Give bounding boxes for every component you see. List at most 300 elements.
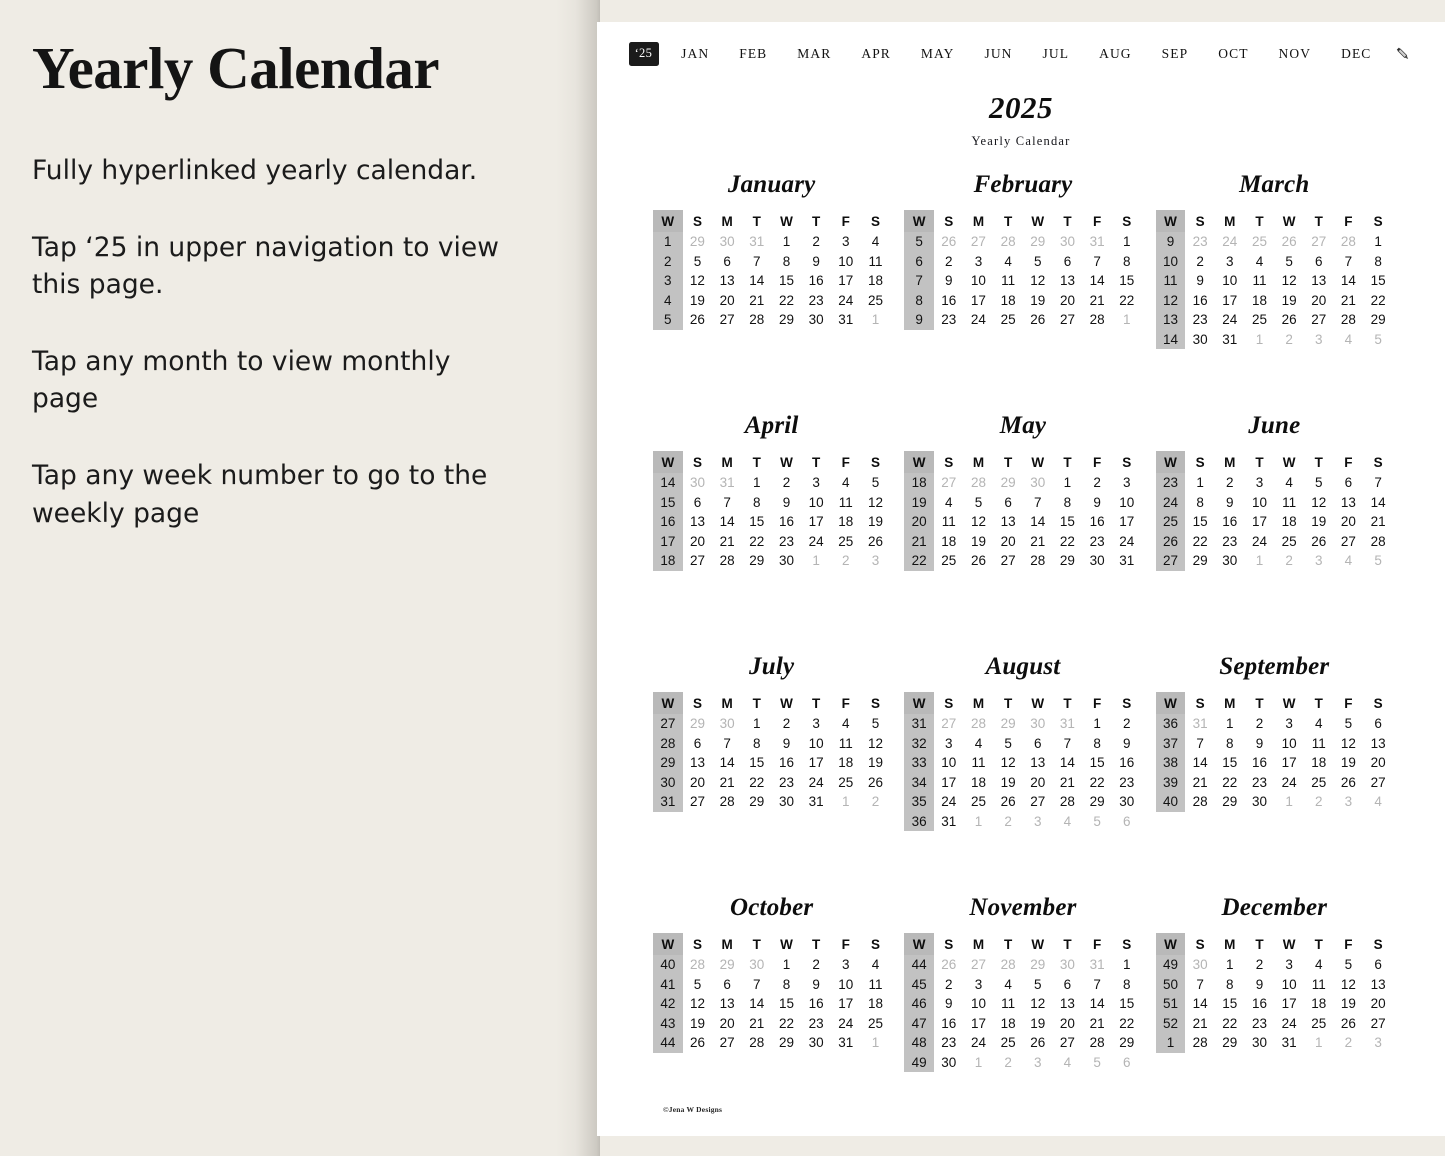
day-cell[interactable]: 29	[1222, 794, 1238, 810]
day-cell-adjacent-month[interactable]: 28	[1000, 234, 1016, 250]
week-number-link[interactable]: 2	[653, 252, 683, 272]
day-cell[interactable]: 8	[1093, 735, 1101, 751]
day-cell[interactable]: 30	[1251, 794, 1267, 810]
day-cell[interactable]: 26	[867, 774, 883, 790]
day-cell[interactable]: 19	[867, 755, 883, 771]
day-cell-adjacent-month[interactable]: 3	[1034, 1054, 1042, 1070]
day-cell[interactable]: 4	[1004, 976, 1012, 992]
day-cell[interactable]: 3	[812, 475, 820, 491]
day-cell[interactable]: 5	[693, 976, 702, 992]
day-cell-adjacent-month[interactable]: 2	[871, 794, 880, 810]
nav-month-jan[interactable]: JAN	[681, 46, 710, 61]
day-cell[interactable]: 15	[1119, 996, 1135, 1012]
day-cell-adjacent-month[interactable]: 27	[1311, 234, 1327, 250]
week-number-link[interactable]: 41	[653, 975, 683, 995]
day-cell[interactable]: 8	[753, 735, 761, 751]
day-cell[interactable]: 26	[1030, 312, 1046, 328]
day-cell-adjacent-month[interactable]: 3	[1034, 813, 1042, 829]
week-number-link[interactable]: 11	[1156, 271, 1186, 291]
day-cell-adjacent-month[interactable]: 2	[1285, 553, 1293, 569]
day-cell-adjacent-month[interactable]: 28	[1000, 957, 1016, 973]
week-number-link[interactable]: 32	[904, 734, 934, 754]
day-cell[interactable]: 19	[1281, 292, 1297, 308]
day-cell[interactable]: 2	[782, 475, 791, 491]
week-number-link[interactable]: 17	[653, 532, 683, 552]
day-cell[interactable]: 1	[753, 716, 761, 732]
day-cell[interactable]: 22	[1192, 533, 1208, 549]
day-cell[interactable]: 11	[1001, 273, 1016, 289]
day-cell-adjacent-month[interactable]: 23	[1192, 234, 1208, 250]
day-cell[interactable]: 20	[1311, 292, 1327, 308]
day-cell[interactable]: 17	[1281, 996, 1297, 1012]
day-cell-adjacent-month[interactable]: 30	[1059, 957, 1075, 973]
day-cell[interactable]: 18	[970, 774, 986, 790]
day-cell[interactable]: 28	[719, 794, 735, 810]
day-cell-adjacent-month[interactable]: 29	[689, 234, 705, 250]
day-cell[interactable]: 10	[1251, 494, 1267, 510]
day-cell[interactable]: 24	[808, 533, 824, 549]
day-cell[interactable]: 17	[808, 755, 824, 771]
day-cell-adjacent-month[interactable]: 29	[689, 716, 705, 732]
day-cell[interactable]: 27	[1370, 774, 1386, 790]
day-cell[interactable]: 16	[778, 514, 794, 530]
day-cell[interactable]: 31	[838, 1035, 854, 1051]
day-cell[interactable]: 16	[808, 996, 824, 1012]
day-cell[interactable]: 7	[1093, 253, 1101, 269]
day-cell[interactable]: 10	[941, 755, 957, 771]
day-cell-adjacent-month[interactable]: 30	[719, 234, 735, 250]
day-cell[interactable]: 17	[1281, 755, 1297, 771]
day-cell[interactable]: 23	[808, 292, 824, 308]
day-cell-adjacent-month[interactable]: 1	[812, 553, 820, 569]
day-cell[interactable]: 17	[1222, 292, 1238, 308]
day-cell[interactable]: 27	[719, 312, 735, 328]
day-cell[interactable]: 4	[1255, 253, 1264, 269]
day-cell[interactable]: 19	[1030, 292, 1046, 308]
day-cell-adjacent-month[interactable]: 5	[1093, 813, 1101, 829]
day-cell[interactable]: 8	[1196, 494, 1204, 510]
week-number-link[interactable]: 50	[1156, 975, 1186, 995]
day-cell[interactable]: 14	[749, 996, 765, 1012]
day-cell[interactable]: 11	[1252, 273, 1267, 289]
week-number-link[interactable]: 9	[1156, 232, 1186, 252]
week-number-link[interactable]: 37	[1156, 734, 1186, 754]
day-cell[interactable]: 20	[1370, 996, 1386, 1012]
day-cell[interactable]: 28	[1089, 1035, 1105, 1051]
day-cell[interactable]: 25	[1251, 312, 1267, 328]
week-number-link[interactable]: 12	[1156, 291, 1186, 311]
day-cell[interactable]: 12	[867, 735, 883, 751]
day-cell[interactable]: 7	[753, 976, 761, 992]
day-cell[interactable]: 2	[1093, 475, 1101, 491]
day-cell[interactable]: 27	[689, 794, 705, 810]
day-cell[interactable]: 17	[838, 996, 854, 1012]
week-number-link[interactable]: 20	[904, 512, 934, 532]
day-cell[interactable]: 11	[971, 755, 986, 771]
week-number-link[interactable]: 40	[1156, 792, 1186, 812]
day-cell[interactable]: 18	[1281, 514, 1297, 530]
week-number-link[interactable]: 18	[653, 551, 683, 571]
day-cell[interactable]: 16	[941, 292, 957, 308]
day-cell-adjacent-month[interactable]: 1	[974, 1054, 983, 1070]
day-cell[interactable]: 7	[723, 735, 731, 751]
day-cell[interactable]: 30	[1251, 1035, 1267, 1051]
day-cell[interactable]: 15	[1370, 273, 1386, 289]
week-number-link[interactable]: 29	[653, 753, 683, 773]
day-cell[interactable]: 18	[867, 273, 883, 289]
day-cell[interactable]: 12	[1000, 755, 1016, 771]
day-cell[interactable]: 22	[1059, 533, 1075, 549]
day-cell[interactable]: 28	[1059, 794, 1075, 810]
day-cell[interactable]: 16	[1251, 755, 1267, 771]
day-cell[interactable]: 7	[1063, 735, 1072, 751]
day-cell[interactable]: 22	[749, 774, 765, 790]
day-cell[interactable]: 30	[1119, 794, 1135, 810]
day-cell[interactable]: 14	[749, 273, 765, 289]
nav-month-aug[interactable]: AUG	[1099, 46, 1132, 61]
day-cell[interactable]: 24	[838, 1015, 854, 1031]
day-cell-adjacent-month[interactable]: 31	[1192, 716, 1208, 732]
day-cell[interactable]: 16	[1222, 514, 1238, 530]
day-cell[interactable]: 10	[970, 996, 986, 1012]
day-cell[interactable]: 30	[778, 553, 794, 569]
day-cell[interactable]: 4	[1285, 475, 1293, 491]
week-number-link[interactable]: 40	[653, 955, 683, 975]
day-cell[interactable]: 21	[1370, 514, 1386, 530]
day-cell[interactable]: 19	[1311, 514, 1327, 530]
day-cell[interactable]: 29	[1119, 1035, 1135, 1051]
day-cell[interactable]: 18	[838, 514, 854, 530]
day-cell[interactable]: 7	[1196, 976, 1204, 992]
day-cell[interactable]: 14	[719, 755, 735, 771]
day-cell[interactable]: 16	[941, 1015, 957, 1031]
day-cell[interactable]: 30	[808, 1035, 824, 1051]
day-cell[interactable]: 9	[1226, 494, 1234, 510]
day-cell[interactable]: 23	[941, 312, 957, 328]
day-cell[interactable]: 15	[1119, 273, 1135, 289]
day-cell[interactable]: 26	[689, 1035, 705, 1051]
day-cell[interactable]: 12	[970, 514, 986, 530]
day-cell[interactable]: 2	[1123, 716, 1131, 732]
day-cell-adjacent-month[interactable]: 2	[1285, 331, 1293, 347]
week-number-link[interactable]: 35	[904, 792, 934, 812]
day-cell[interactable]: 6	[1063, 253, 1072, 269]
day-cell[interactable]: 15	[749, 755, 765, 771]
day-cell[interactable]: 22	[1222, 1015, 1238, 1031]
day-cell[interactable]: 6	[723, 253, 731, 269]
day-cell[interactable]: 28	[749, 1035, 765, 1051]
day-cell[interactable]: 25	[1311, 774, 1327, 790]
day-cell[interactable]: 4	[1004, 253, 1012, 269]
week-number-link[interactable]: 34	[904, 773, 934, 793]
day-cell-adjacent-month[interactable]: 1	[842, 794, 850, 810]
day-cell[interactable]: 3	[842, 234, 850, 250]
day-cell[interactable]: 26	[867, 533, 883, 549]
day-cell[interactable]: 10	[1281, 976, 1297, 992]
day-cell[interactable]: 17	[941, 774, 957, 790]
day-cell[interactable]: 23	[1192, 312, 1208, 328]
day-cell[interactable]: 21	[1030, 533, 1046, 549]
day-cell-adjacent-month[interactable]: 4	[1344, 553, 1353, 569]
day-cell[interactable]: 23	[778, 774, 794, 790]
week-number-link[interactable]: 10	[1156, 252, 1186, 272]
day-cell[interactable]: 3	[1285, 716, 1293, 732]
day-cell-adjacent-month[interactable]: 2	[842, 553, 850, 569]
day-cell[interactable]: 16	[778, 755, 794, 771]
day-cell-adjacent-month[interactable]: 27	[970, 234, 986, 250]
day-cell-adjacent-month[interactable]: 28	[970, 475, 986, 491]
day-cell[interactable]: 26	[689, 312, 705, 328]
nav-month-apr[interactable]: APR	[861, 46, 891, 61]
day-cell[interactable]: 8	[1123, 253, 1131, 269]
day-cell[interactable]: 19	[689, 1015, 705, 1031]
week-number-link[interactable]: 48	[904, 1033, 934, 1053]
day-cell[interactable]: 12	[1030, 273, 1046, 289]
day-cell[interactable]: 2	[812, 957, 820, 973]
day-cell-adjacent-month[interactable]: 1	[1255, 331, 1264, 347]
day-cell[interactable]: 11	[838, 735, 853, 751]
week-number-link[interactable]: 33	[904, 753, 934, 773]
day-cell[interactable]: 25	[838, 533, 854, 549]
month-name-link[interactable]: July	[749, 653, 795, 680]
day-cell[interactable]: 27	[1000, 553, 1016, 569]
day-cell[interactable]: 15	[1222, 755, 1238, 771]
day-cell[interactable]: 20	[1370, 755, 1386, 771]
day-cell-adjacent-month[interactable]: 4	[1374, 794, 1382, 810]
month-name-link[interactable]: October	[730, 894, 814, 921]
day-cell[interactable]: 24	[970, 1035, 986, 1051]
day-cell[interactable]: 13	[1030, 755, 1046, 771]
day-cell[interactable]: 14	[1192, 996, 1208, 1012]
week-number-link[interactable]: 43	[653, 1014, 683, 1034]
day-cell-adjacent-month[interactable]: 26	[941, 234, 957, 250]
day-cell[interactable]: 14	[1089, 273, 1105, 289]
day-cell[interactable]: 5	[1285, 253, 1293, 269]
day-cell[interactable]: 21	[1089, 292, 1105, 308]
day-cell[interactable]: 12	[867, 494, 883, 510]
week-number-link[interactable]: 27	[1156, 551, 1186, 571]
day-cell[interactable]: 25	[1311, 1015, 1327, 1031]
day-cell-adjacent-month[interactable]: 1	[1315, 1035, 1323, 1051]
day-cell-adjacent-month[interactable]: 29	[719, 957, 735, 973]
month-name-link[interactable]: January	[727, 171, 816, 198]
day-cell-adjacent-month[interactable]: 29	[1000, 716, 1016, 732]
nav-month-may[interactable]: MAY	[920, 46, 955, 61]
day-cell[interactable]: 28	[1089, 312, 1105, 328]
day-cell[interactable]: 22	[1222, 774, 1238, 790]
day-cell-adjacent-month[interactable]: 1	[871, 312, 880, 328]
week-number-link[interactable]: 46	[904, 994, 934, 1014]
day-cell[interactable]: 27	[1030, 794, 1046, 810]
day-cell[interactable]: 19	[1030, 1015, 1046, 1031]
week-number-link[interactable]: 7	[904, 271, 934, 291]
day-cell[interactable]: 31	[1119, 553, 1135, 569]
day-cell[interactable]: 21	[1192, 1015, 1208, 1031]
day-cell[interactable]: 10	[838, 253, 854, 269]
week-number-link[interactable]: 31	[653, 792, 683, 812]
day-cell[interactable]: 18	[1311, 755, 1327, 771]
day-cell[interactable]: 19	[1340, 755, 1356, 771]
day-cell-adjacent-month[interactable]: 1	[1285, 794, 1293, 810]
day-cell[interactable]: 21	[1059, 774, 1075, 790]
day-cell[interactable]: 9	[812, 253, 820, 269]
day-cell-adjacent-month[interactable]: 1	[974, 813, 983, 829]
day-cell[interactable]: 27	[1059, 312, 1075, 328]
day-cell[interactable]: 10	[1281, 735, 1297, 751]
day-cell-adjacent-month[interactable]: 28	[689, 957, 705, 973]
day-cell[interactable]: 30	[1222, 553, 1238, 569]
day-cell[interactable]: 26	[1311, 533, 1327, 549]
day-cell[interactable]: 31	[1222, 331, 1238, 347]
day-cell[interactable]: 8	[782, 253, 791, 269]
nav-month-nov[interactable]: NOV	[1278, 46, 1312, 61]
day-cell[interactable]: 21	[1340, 292, 1356, 308]
week-number-link[interactable]: 25	[1156, 512, 1186, 532]
day-cell-adjacent-month[interactable]: 24	[1222, 234, 1238, 250]
day-cell[interactable]: 17	[1119, 514, 1135, 530]
day-cell[interactable]: 1	[1123, 957, 1131, 973]
day-cell[interactable]: 12	[1311, 494, 1327, 510]
day-cell[interactable]: 26	[970, 553, 986, 569]
day-cell[interactable]: 2	[1196, 253, 1204, 269]
day-cell[interactable]: 13	[689, 755, 705, 771]
day-cell[interactable]: 13	[1059, 996, 1075, 1012]
day-cell[interactable]: 28	[1370, 533, 1386, 549]
day-cell[interactable]: 6	[1315, 253, 1323, 269]
day-cell[interactable]: 8	[1123, 976, 1131, 992]
day-cell[interactable]: 11	[1282, 494, 1297, 510]
day-cell[interactable]: 19	[1340, 996, 1356, 1012]
day-cell[interactable]: 6	[723, 976, 731, 992]
week-number-link[interactable]: 5	[653, 310, 683, 330]
day-cell[interactable]: 1	[1226, 716, 1234, 732]
week-number-link[interactable]: 42	[653, 994, 683, 1014]
day-cell[interactable]: 5	[693, 253, 702, 269]
day-cell[interactable]: 7	[1196, 735, 1204, 751]
day-cell[interactable]: 24	[970, 312, 986, 328]
day-cell-adjacent-month[interactable]: 5	[1374, 553, 1382, 569]
day-cell[interactable]: 1	[782, 234, 791, 250]
day-cell[interactable]: 4	[842, 716, 850, 732]
day-cell[interactable]: 13	[689, 514, 705, 530]
day-cell[interactable]: 14	[719, 514, 735, 530]
week-number-link[interactable]: 39	[1156, 773, 1186, 793]
day-cell[interactable]: 24	[1281, 1015, 1297, 1031]
day-cell[interactable]: 3	[974, 253, 983, 269]
day-cell[interactable]: 26	[1000, 794, 1016, 810]
day-cell-adjacent-month[interactable]: 3	[871, 553, 880, 569]
day-cell[interactable]: 2	[945, 976, 953, 992]
day-cell[interactable]: 9	[945, 996, 953, 1012]
day-cell-adjacent-month[interactable]: 28	[970, 716, 986, 732]
day-cell[interactable]: 29	[749, 794, 765, 810]
day-cell[interactable]: 23	[1251, 1015, 1267, 1031]
day-cell[interactable]: 29	[778, 1035, 794, 1051]
day-cell[interactable]: 17	[808, 514, 824, 530]
day-cell[interactable]: 5	[1034, 253, 1042, 269]
week-number-link[interactable]: 14	[653, 473, 683, 493]
day-cell[interactable]: 18	[1000, 292, 1016, 308]
day-cell-adjacent-month[interactable]: 26	[1281, 234, 1297, 250]
week-number-link[interactable]: 47	[904, 1014, 934, 1034]
day-cell[interactable]: 16	[808, 273, 824, 289]
day-cell[interactable]: 27	[719, 1035, 735, 1051]
day-cell[interactable]: 8	[1374, 253, 1382, 269]
day-cell-adjacent-month[interactable]: 5	[1093, 1054, 1101, 1070]
day-cell[interactable]: 11	[868, 253, 883, 269]
day-cell-adjacent-month[interactable]: 30	[1030, 475, 1046, 491]
day-cell[interactable]: 14	[1089, 996, 1105, 1012]
day-cell[interactable]: 16	[1251, 996, 1267, 1012]
day-cell[interactable]: 6	[1034, 735, 1042, 751]
day-cell-adjacent-month[interactable]: 3	[1315, 331, 1323, 347]
day-cell[interactable]: 10	[970, 273, 986, 289]
day-cell[interactable]: 25	[1000, 1035, 1016, 1051]
day-cell[interactable]: 12	[689, 996, 705, 1012]
day-cell[interactable]: 29	[1192, 553, 1208, 569]
day-cell[interactable]: 16	[1192, 292, 1208, 308]
day-cell[interactable]: 13	[1370, 976, 1386, 992]
day-cell[interactable]: 12	[1281, 273, 1297, 289]
nav-year-badge[interactable]: ‘25	[629, 42, 660, 66]
day-cell[interactable]: 6	[1344, 475, 1353, 491]
day-cell[interactable]: 11	[1311, 735, 1326, 751]
week-number-link[interactable]: 6	[904, 252, 934, 272]
day-cell-adjacent-month[interactable]: 26	[941, 957, 957, 973]
day-cell-adjacent-month[interactable]: 3	[1374, 1035, 1382, 1051]
day-cell[interactable]: 25	[1281, 533, 1297, 549]
day-cell[interactable]: 12	[1030, 996, 1046, 1012]
day-cell[interactable]: 19	[689, 292, 705, 308]
day-cell[interactable]: 10	[808, 735, 824, 751]
day-cell-adjacent-month[interactable]: 30	[749, 957, 765, 973]
day-cell[interactable]: 23	[1251, 774, 1267, 790]
day-cell-adjacent-month[interactable]: 1	[1255, 553, 1264, 569]
day-cell-adjacent-month[interactable]: 1	[1123, 312, 1131, 328]
day-cell[interactable]: 25	[970, 794, 986, 810]
day-cell[interactable]: 26	[1340, 1015, 1356, 1031]
day-cell-adjacent-month[interactable]: 27	[941, 475, 957, 491]
day-cell[interactable]: 3	[974, 976, 983, 992]
day-cell[interactable]: 25	[867, 292, 883, 308]
day-cell[interactable]: 21	[1192, 774, 1208, 790]
day-cell-adjacent-month[interactable]: 2	[1004, 813, 1012, 829]
day-cell[interactable]: 30	[941, 1054, 957, 1070]
day-cell[interactable]: 10	[1119, 494, 1135, 510]
day-cell[interactable]: 1	[1196, 475, 1204, 491]
day-cell-adjacent-month[interactable]: 29	[1000, 475, 1016, 491]
week-number-link[interactable]: 14	[1156, 330, 1186, 350]
day-cell[interactable]: 3	[1226, 253, 1234, 269]
day-cell[interactable]: 14	[1370, 494, 1386, 510]
day-cell[interactable]: 7	[1374, 475, 1382, 491]
day-cell[interactable]: 20	[1059, 1015, 1075, 1031]
day-cell[interactable]: 8	[1063, 494, 1072, 510]
day-cell[interactable]: 2	[812, 234, 820, 250]
day-cell[interactable]: 20	[689, 774, 705, 790]
day-cell[interactable]: 19	[867, 514, 883, 530]
day-cell-adjacent-month[interactable]: 27	[970, 957, 986, 973]
day-cell[interactable]: 30	[808, 312, 824, 328]
week-number-link[interactable]: 44	[904, 955, 934, 975]
day-cell[interactable]: 28	[1030, 553, 1046, 569]
month-name-link[interactable]: August	[985, 653, 1061, 680]
day-cell[interactable]: 27	[1311, 312, 1327, 328]
day-cell[interactable]: 12	[689, 273, 705, 289]
day-cell[interactable]: 24	[1119, 533, 1135, 549]
day-cell[interactable]: 11	[941, 514, 956, 530]
day-cell-adjacent-month[interactable]: 31	[1089, 234, 1105, 250]
